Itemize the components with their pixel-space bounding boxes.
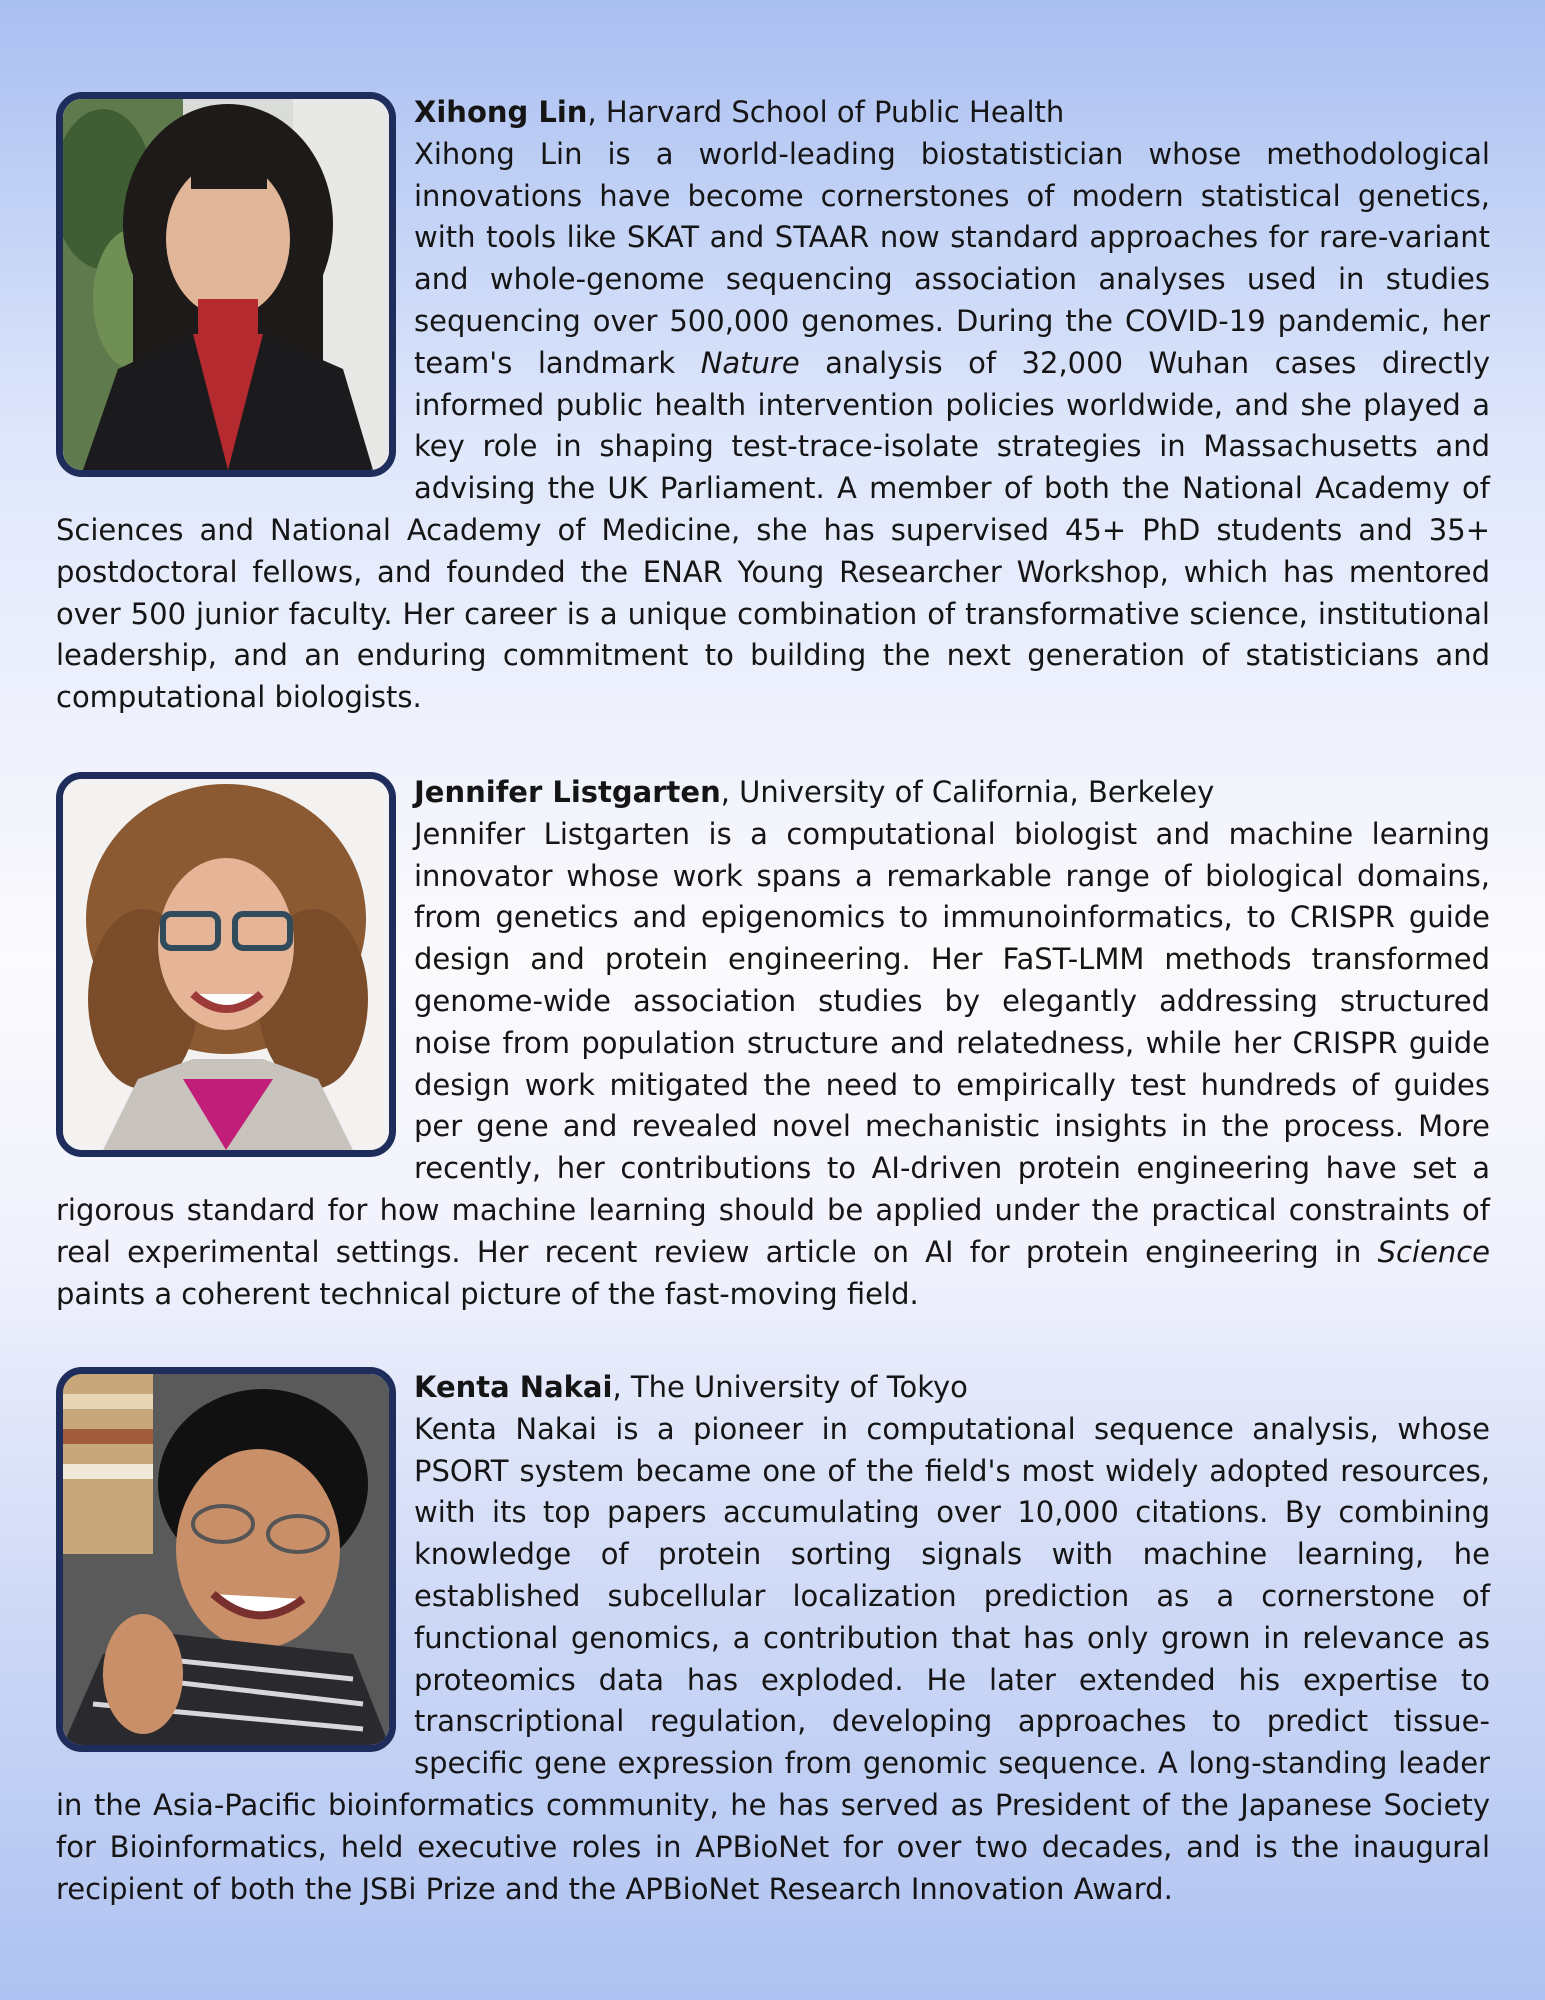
profile-name: Kenta Nakai	[414, 1370, 613, 1404]
profile-affiliation: University of California, Berkeley	[739, 775, 1215, 809]
profile-name: Xihong Lin	[414, 95, 588, 129]
bio-text: Jennifer Listgarten is a computational biologist and machine learning innovator whose work spans a remarkable range of biological domains, from genetics and epigenomics to immunoinformatics, to CRISPR guide design and protein engineering. Her FaST-LMM methods transformed genome-wide association studies by elegantly addressing structured noise from population structure and relatedness, while her CRISPR guide design work mitigated the need to empirically test hundreds of guides per gene and revealed novel mechanistic insights in the process. More recently, her contributions to AI-driven protein engineering have set a rigorous standard for how machine learning should be applied under the practical constraints of real experimental settings. Her recent review article on AI for protein engineering in	[56, 816, 1490, 1269]
portrait-photo	[56, 772, 396, 1157]
heading-separator: ,	[587, 95, 606, 129]
bio-text: Kenta Nakai is a pioneer in computational sequence analysis, whose PSORT system became one of the field's most widely adopted resources, with its top papers accumulating over 10,000 citations. By combining knowledge of protein sorting signals with machine learning, he established subcellular localization prediction as a cornerstone of functional genomics, a contribution that has only grown in relevance as proteomics data has exploded. He later extended his expertise to transcriptional regulation, developing approaches to predict tissue-specific gene expression from genomic sequence. A long-standing leader in the Asia-Pacific bioinformatics community, he has served as President of the Japanese Society for Bioinformatics, held executive roles in APBioNet for over two decades, and is the inaugural recipient of both the JSBi Prize and the APBioNet Research Innovation Award.	[56, 1411, 1490, 1906]
bio-italic-journal: Science	[1377, 1234, 1490, 1269]
profile-kenta-nakai	[56, 1367, 1490, 1910]
portrait-photo	[56, 92, 396, 477]
profile-affiliation: Harvard School of Public Health	[605, 95, 1065, 129]
portrait-kenta-nakai-image	[63, 1374, 389, 1745]
profile-affiliation: The University of Tokyo	[630, 1370, 968, 1404]
portrait-photo	[56, 1367, 396, 1752]
portrait-xihong-lin-image	[63, 99, 389, 470]
portrait-jennifer-listgarten-image	[63, 779, 389, 1150]
bio-italic-journal: Nature	[700, 345, 800, 380]
heading-separator: ,	[612, 1370, 631, 1404]
bio-text-continued: analysis of 32,000 Wuhan cases directly informed public health intervention policies worldwide, and she played a key role in shaping test-trace-isolate strategies in Massachusetts and advising the UK Parliament. A member of both the National Academy of Sciences and National Academy of Medicine, she has supervised 45+ PhD students and 35+ postdoctoral fellows, and founded the ENAR Young Researcher Workshop, which has mentored over 500 junior faculty. Her career is a unique combination of transformative science, institutional leadership, and an enduring commitment to building the next generation of statisticians and computational biologists.	[56, 345, 1490, 715]
bio-text: Xihong Lin is a world-leading biostatistician whose methodological innovations have become cornerstones of modern statistical genetics, with tools like SKAT and STAAR now standard approaches for rare-variant and whole-genome sequencing association analyses used in studies sequencing over 500,000 genomes. During the COVID-19 pandemic, her team's landmark	[414, 136, 1490, 380]
heading-separator: ,	[720, 775, 740, 809]
profile-name: Jennifer Listgarten	[414, 775, 721, 809]
bio-text-continued: paints a coherent technical picture of the fast-moving field.	[56, 1276, 919, 1311]
profile-xihong-lin	[56, 92, 1490, 719]
profile-jennifer-listgarten	[56, 772, 1490, 1315]
